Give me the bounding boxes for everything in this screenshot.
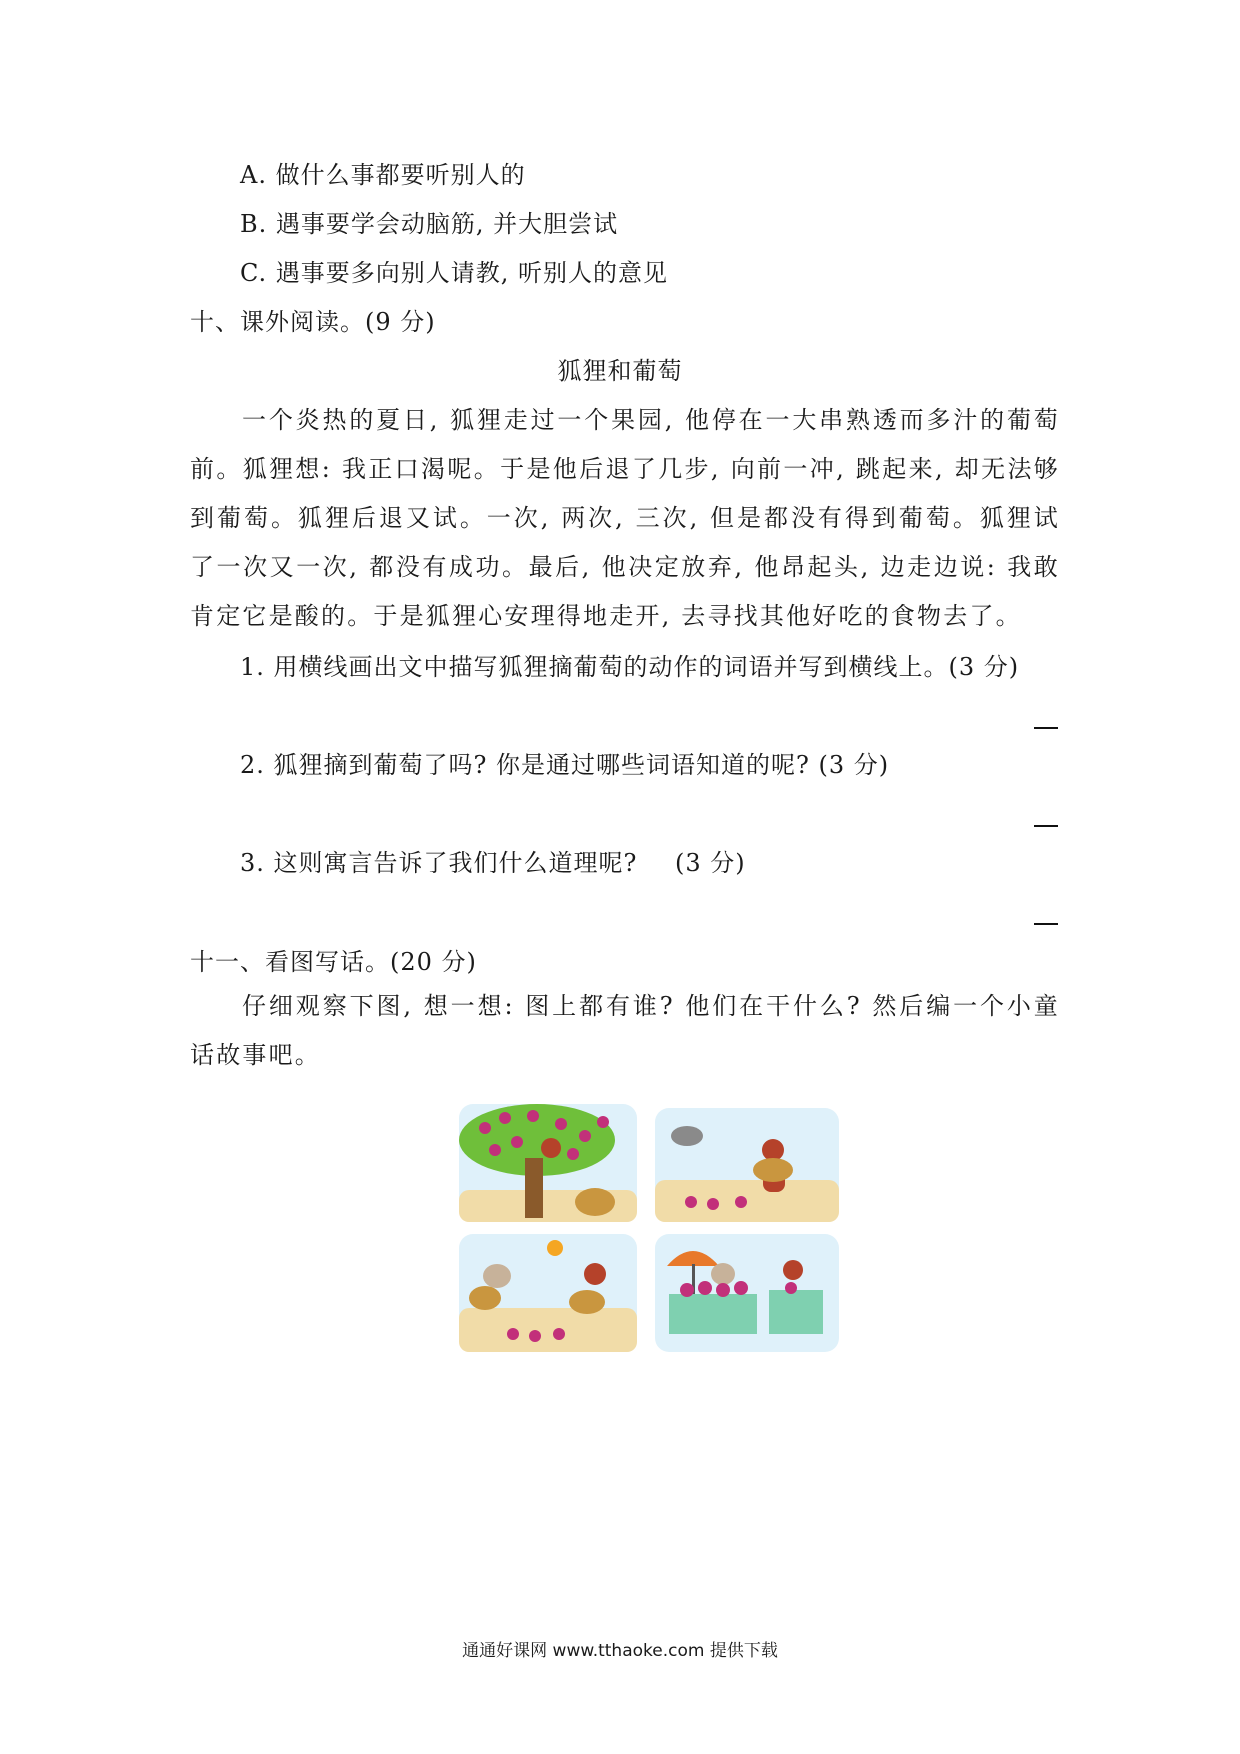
comic-panel-2 xyxy=(655,1108,839,1222)
section-11-heading: 十一、看图写话。(20 分) xyxy=(190,948,477,976)
question-1: 1. 用横线画出文中描写狐狸摘葡萄的动作的词语并写到横线上。(3 分) xyxy=(240,653,1020,681)
answer-line-1[interactable] xyxy=(1034,727,1058,729)
option-c: C. 遇事要多向别人请教, 听别人的意见 xyxy=(240,259,669,287)
answer-line-3[interactable] xyxy=(1034,923,1058,925)
question-2: 2. 狐狸摘到葡萄了吗? 你是通过哪些词语知道的呢? (3 分) xyxy=(240,751,890,779)
answer-line-2[interactable] xyxy=(1034,825,1058,827)
writing-prompt: 仔细观察下图, 想一想: 图上都有谁? 他们在干什么? 然后编一个小童话故事吧。 xyxy=(190,992,1060,1069)
section-10-heading: 十、课外阅读。(9 分) xyxy=(190,308,436,336)
comic-panel-3 xyxy=(459,1234,637,1352)
comic-panel-1 xyxy=(459,1104,637,1222)
passage-title: 狐狸和葡萄 xyxy=(557,357,683,385)
page-footer: 通通好课网 www.tthaoke.com 提供下载 xyxy=(462,1641,778,1661)
comic-illustration xyxy=(455,1098,845,1360)
option-a: A. 做什么事都要听别人的 xyxy=(240,161,526,189)
comic-panel-4 xyxy=(655,1234,839,1352)
question-3: 3. 这则寓言告诉了我们什么道理呢? xyxy=(240,849,638,877)
reading-passage: 一个炎热的夏日, 狐狸走过一个果园, 他停在一大串熟透而多汁的葡萄前。狐狸想: 我正口渴呢。于是他后退了几步, 向前一冲, 跳起来, 却无法够到葡萄。狐狸后退又试。一次, 两次, 三次, 但是都没有得到葡萄。狐狸试了一次又一次, 都没有成功。最后, 他决定放弃, 他昂起头, 边走边说: 我敢肯定它是酸的。于是狐狸心安理得地走开, 去寻找其他好吃的食物去了。 xyxy=(190,406,1060,630)
option-b: B. 遇事要学会动脑筋, 并大胆尝试 xyxy=(240,210,619,238)
question-3-score: (3 分) xyxy=(675,849,746,877)
